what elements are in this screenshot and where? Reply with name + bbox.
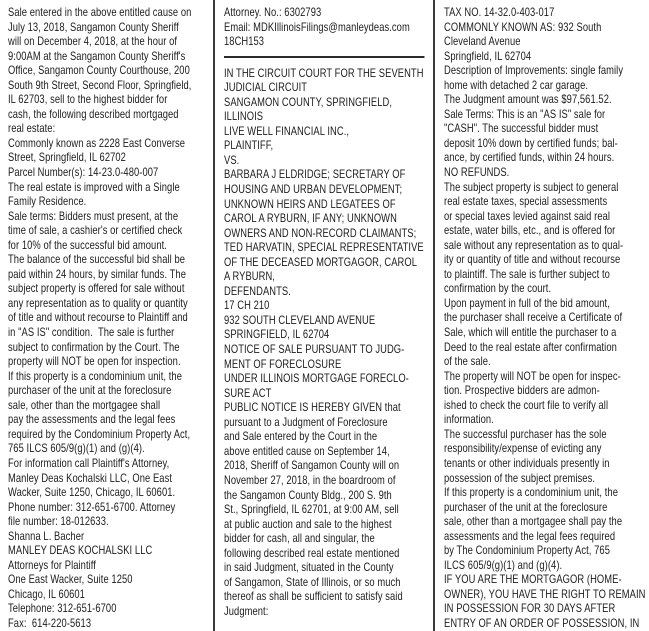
text-line: Upon payment in full of the bid amount, — [444, 295, 610, 310]
text-line: Shanna L. Bacher — [8, 528, 85, 543]
text-line: real estate: — [8, 121, 56, 136]
text-line: pursuant to a Judgment of Foreclosure — [224, 414, 388, 429]
text-line: JUDICIAL CIRCUIT — [224, 80, 308, 95]
text-line: The balance of the successful bid shall be — [8, 252, 186, 267]
text-line: PLAINTIFF, — [224, 138, 274, 153]
text-line: and Sale entered by the Court in the — [224, 429, 378, 444]
text-line: confirmation by the court. — [444, 281, 552, 296]
text-line: ILLINOIS — [224, 109, 264, 124]
notice-column-1 — [0, 0, 213, 631]
text-line: 18CH153 — [224, 34, 265, 49]
text-line: or special taxes levied against said real — [444, 208, 611, 223]
text-line: MENT OF FORECLOSURE — [224, 356, 342, 371]
text-line: estate, water bills, etc., and is offered for — [444, 223, 616, 238]
text-line: any representation as to quality or quantity — [8, 295, 188, 310]
text-line: sale, other than a mortgagee shall pay the — [444, 514, 623, 529]
notice-column-2-text — [224, 5, 431, 618]
text-line: If this property is a condominium unit, the — [8, 368, 183, 383]
text-line: NO REFUNDS. — [444, 165, 510, 180]
text-line: UNKNOWN HEIRS AND LEGATEES OF — [224, 196, 396, 211]
text-line: The Judgment amount was $97,561.52. — [444, 92, 612, 107]
text-line: SPRINGFIELD, IL 62704 — [224, 327, 330, 342]
text-line: in said Judgment, situated in the County — [224, 560, 394, 575]
text-line: pay the assessments and the legal fees — [8, 412, 176, 427]
text-line: UNDER ILLINOIS MORTGAGE FORECLO- — [224, 371, 409, 386]
text-line: Cleveland Avenue — [444, 34, 521, 49]
text-line: Sale Terms: This is an "AS IS" sale for — [444, 106, 606, 121]
text-line: Sale, which will entitle the purchaser to a — [444, 325, 617, 340]
text-line: ished to check the court file to verify all — [444, 397, 609, 412]
text-line: Attorney. No.: 6302793 — [224, 5, 322, 19]
text-line: above entitled cause on September 14, — [224, 443, 390, 458]
text-line: of the sale. — [444, 354, 491, 369]
text-line: deposit 10% down by certified funds; bal- — [444, 135, 618, 150]
text-line: property will NOT be open for inspection. — [8, 354, 181, 369]
text-line: Office, Sangamon County Courthouse, 200 — [8, 63, 190, 78]
text-line: 765 ILCS 605/9(g)(1) and (g)(4). — [8, 441, 145, 456]
text-line: ance, by certified funds, within 24 hours. — [444, 150, 615, 165]
text-line: of title and without recourse to Plaintiff and — [8, 310, 188, 325]
text-line: Deed to the real estate after confirmation — [444, 339, 617, 354]
text-line: sale without any representation as to qual- — [444, 237, 624, 252]
text-line: PUBLIC NOTICE IS HEREBY GIVEN that — [224, 400, 401, 415]
text-line: sale, other than the mortgagee shall — [8, 397, 161, 412]
text-line: The property will NOT be open for inspec- — [444, 368, 621, 383]
text-line: COMMONLY KNOWN AS: 932 South — [444, 19, 602, 34]
text-line: bidder for cash, all and singular, the — [224, 531, 375, 546]
text-line: the purchaser shall receive a Certificate of — [444, 310, 623, 325]
text-line: home with detached 2 car garage. — [444, 77, 589, 92]
text-line: subject to confirmation by the Court. The — [8, 339, 180, 354]
text-line: The subject property is subject to general — [444, 179, 619, 194]
text-line: thereof as shall be sufficient to satisfy said — [224, 589, 403, 604]
text-line: Judgment: — [224, 603, 269, 618]
text-line: the Sangamon County Bldg., 200 S. 9th — [224, 487, 392, 502]
text-line: at public auction and sale to the highest — [224, 516, 392, 531]
text-line: CAROL A RYBURN, IF ANY; UNKNOWN — [224, 211, 397, 226]
text-line: ENTRY OF AN ORDER OF POSSESSION, IN — [444, 615, 640, 630]
section-divider-rule — [224, 56, 425, 58]
text-line: November 27, 2018, in the boardroom of — [224, 472, 396, 487]
text-line: Street, Springfield, IL 62702 — [8, 150, 126, 165]
text-line: SURE ACT — [224, 385, 272, 400]
text-line: Description of Improvements: single family — [444, 63, 624, 78]
text-line: If this property is a condominium unit, the — [444, 485, 619, 500]
text-line: will on December 4, 2018, at the hour of — [8, 34, 178, 49]
text-line: The real estate is improved with a Single — [8, 179, 180, 194]
text-line: SANGAMON COUNTY, SPRINGFIELD, — [224, 94, 393, 109]
text-line: Sale entered in the above entitled cause on — [8, 5, 192, 19]
text-line: following described real estate mentioned — [224, 545, 400, 560]
text-line: Manley Deas Kochalski LLC, One East — [8, 470, 173, 485]
text-line: IN THE CIRCUIT COURT FOR THE SEVENTH — [224, 65, 424, 80]
text-line: One East Wacker, Suite 1250 — [8, 572, 133, 587]
text-line: HOUSING AND URBAN DEVELOPMENT; — [224, 182, 403, 197]
text-line: Wacker, Suite 1250, Chicago, IL 60601. — [8, 485, 176, 500]
notice-column-3-text — [444, 5, 647, 631]
text-line: information. — [444, 412, 494, 427]
text-line: OF THE DECEASED MORTGAGOR, CAROL — [224, 254, 418, 269]
text-line: ILCS 605/9(g)(1) and (g)(4). — [444, 557, 563, 572]
text-line: time of sale, a cashier's or certified check — [8, 223, 183, 238]
text-line: MANLEY DEAS KOCHALSKI LLC — [8, 543, 153, 558]
text-line: BARBARA J ELDRIDGE; SECRETARY OF — [224, 167, 406, 182]
text-line: Springfield, IL 62704 — [444, 48, 532, 63]
text-line: "CASH". The successful bidder must — [444, 121, 599, 136]
text-line: of Sangamon, State of Illinois, or so much — [224, 574, 401, 589]
text-line: Email: MDKIllinoisFilings@manleydeas.com — [224, 19, 410, 34]
text-line: Attorneys for Plaintiff — [8, 557, 96, 572]
text-line: Telephone: 312-651-6700 — [8, 601, 117, 616]
text-line: TAX NO. 14-32.0-403-017 — [444, 5, 555, 19]
text-line: The successful purchaser has the sole — [444, 426, 607, 441]
notice-column-3 — [433, 0, 649, 631]
text-line: 932 SOUTH CLEVELAND AVENUE — [224, 312, 376, 327]
notice-column-1-text — [8, 5, 211, 631]
text-line: 9:00AM at the Sangamon County Sheriff's — [8, 48, 186, 63]
text-line: Family Residence. — [8, 194, 87, 209]
text-line: 2018, Sheriff of Sangamon County will on — [224, 458, 400, 473]
text-line: purchaser of the unit at the foreclosure — [444, 499, 608, 514]
text-line: IL 62703, sell to the highest bidder for — [8, 92, 168, 107]
text-line: LIVE WELL FINANCIAL INC., — [224, 123, 350, 138]
text-line: OWNER), YOU HAVE THE RIGHT TO REMAIN — [444, 586, 646, 601]
text-line: subject property is offered for sale without — [8, 281, 185, 296]
text-line: responsibility/expense of evicting any — [444, 441, 602, 456]
text-line: Sale terms: Bidders must present, at the — [8, 208, 179, 223]
text-line: real estate taxes, special assessments — [444, 194, 608, 209]
text-line: OWNERS AND NON-RECORD CLAIMANTS; — [224, 225, 417, 240]
text-line: IN POSSESSION FOR 30 DAYS AFTER — [444, 601, 616, 616]
notice-column-2 — [213, 0, 433, 631]
text-line: for 10% of the successful bid amount. — [8, 237, 167, 252]
text-line: DEFENDANTS. — [224, 283, 291, 298]
text-line: purchaser of the unit at the foreclosure — [8, 383, 172, 398]
text-line: by The Condominium Property Act, 765 — [444, 543, 611, 558]
text-line: cash, the following described mortgaged — [8, 106, 179, 121]
text-line: required by the Condominium Property Act, — [8, 426, 191, 441]
text-line: Chicago, IL 60601 — [8, 586, 85, 601]
text-line: assessments and the legal fees required — [444, 528, 616, 543]
text-line: NOTICE OF SALE PURSUANT TO JUDG- — [224, 342, 405, 357]
text-line: VS. — [224, 152, 240, 167]
text-line: Fax: 614-220-5613 — [8, 615, 92, 630]
text-line: ity or quantity of title and without recourse — [444, 252, 621, 267]
text-line: July 13, 2018, Sangamon County Sheriff — [8, 19, 179, 34]
text-line: Parcel Number(s): 14-23.0-480-007 — [8, 165, 159, 180]
text-line: A RYBURN, — [224, 269, 275, 284]
text-line: For information call Plaintiff's Attorney, — [8, 455, 170, 470]
text-line: tion. Prospective bidders are admon- — [444, 383, 600, 398]
text-line: South 9th Street, Second Floor, Springfield, — [8, 77, 192, 92]
text-line: possession of the subject premises. — [444, 470, 596, 485]
text-line: to plaintiff. The sale is further subject to — [444, 266, 610, 281]
text-line: Phone number: 312-651-6700. Attorney — [8, 499, 176, 514]
text-line: tenants or other individuals presently in — [444, 455, 610, 470]
text-line: paid within 24 hours, by similar funds. The — [8, 266, 186, 281]
text-line: Commonly known as 2228 East Converse — [8, 135, 186, 150]
text-line: St., Springfield, IL 62701, at 9:00 AM, sell — [224, 502, 399, 517]
text-line: in "AS IS" condition. The sale is further — [8, 325, 175, 340]
text-line: IF YOU ARE THE MORTGAGOR (HOME- — [444, 572, 622, 587]
text-line: TED HARVATIN, SPECIAL REPRESENTATIVE — [224, 240, 424, 255]
text-line: file number: 18-012633. — [8, 514, 109, 529]
text-line: 17 CH 210 — [224, 298, 270, 313]
